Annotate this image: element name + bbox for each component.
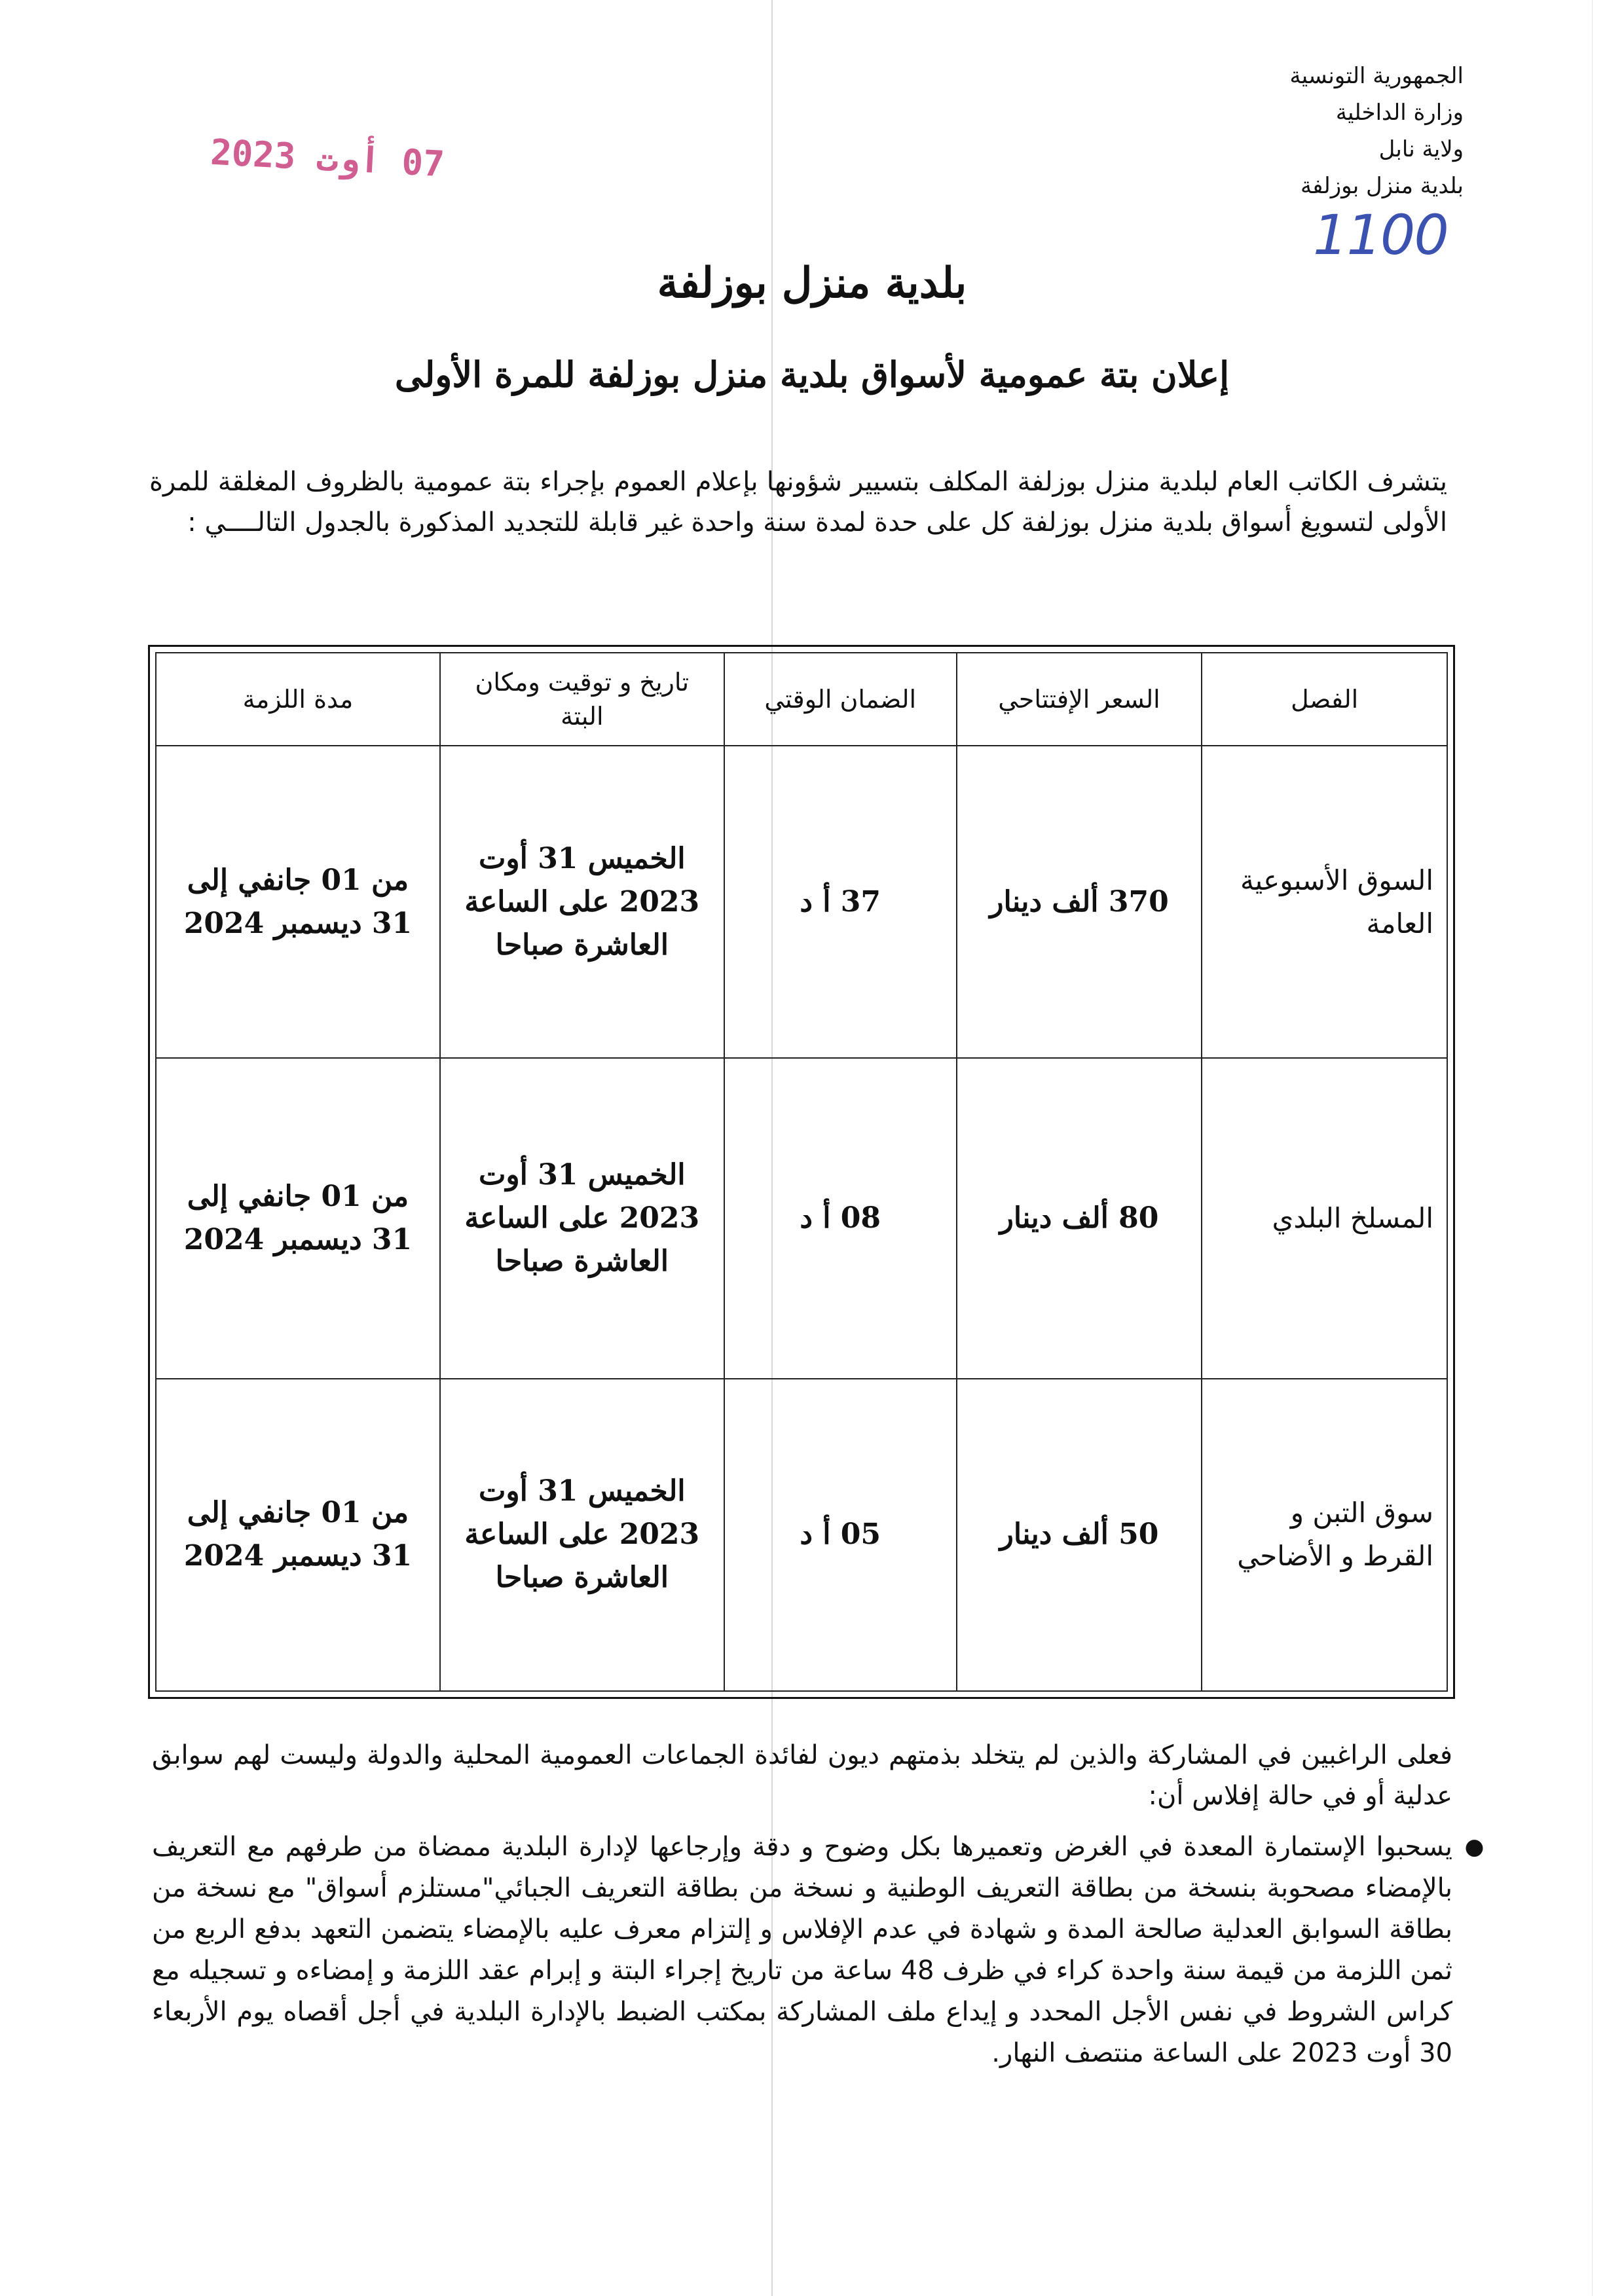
page-title: بلدية منزل بوزلفة	[657, 259, 967, 308]
intro-paragraph: يتشرف الكاتب العام لبلدية منزل بوزلفة المكلف بتسيير شؤونها بإعلام العموم بإجراء بتة عمومية بالظروف المغلقة للمرة الأولى لتسويغ أسواق بلدية منزل بوزلفة كل على حدة لمدة سنة واحدة غير قابلة للتجديد المذكورة بالجدول التالــــي :	[149, 467, 1447, 538]
cell-date-place: الخميس 31 أوت 2023 على الساعة العاشرة صباحا	[440, 746, 724, 1058]
bullet-icon: ●	[1464, 1834, 1485, 1860]
header-opening-price: السعر الإفتتاحي	[957, 653, 1202, 746]
cell-duration: من 01 جانفي إلى 31 ديسمبر 2024	[156, 1058, 440, 1378]
cell-duration: من 01 جانفي إلى 31 ديسمبر 2024	[156, 1379, 440, 1691]
date-stamp: 07 أوت 2023	[209, 131, 446, 185]
table-row	[156, 1058, 1447, 1378]
cell-date-place: الخميس 31 أوت 2023 على الساعة العاشرة صباحا	[440, 1058, 724, 1378]
letterhead-ministry: وزارة الداخلية	[1335, 100, 1464, 126]
cell-section: السوق الأسبوعية العامة	[1202, 746, 1447, 1058]
table-header-row	[156, 653, 1447, 746]
cell-deposit: 05 أ د	[724, 1379, 957, 1691]
letterhead-municipality: بلدية منزل بوزلفة	[1300, 173, 1464, 199]
notice-subtitle: إعلان بتة عمومية لأسواق بلدية منزل بوزلفة للمرة الأولى	[394, 354, 1230, 395]
auction-table-frame	[148, 645, 1455, 1699]
cell-section: المسلخ البلدي	[1202, 1058, 1447, 1378]
auction-table	[155, 652, 1448, 1692]
header-date-place: تاريخ و توقيت ومكان البتة	[440, 653, 724, 746]
table-row	[156, 1379, 1447, 1691]
conditions-text: يسحبوا الإستمارة المعدة في الغرض وتعميرها بكل وضوح و دقة وإرجاعها لإدارة البلدية ممضاة من طرفهم مع التعريف بالإمضاء مصحوبة بنسخة من بطاقة التعريف الوطنية و نسخة من بطاقة التعريف الجبائي"مستلزم أسواق" مع نسخة من بطاقة السوابق العدلية صالحة المدة و شهادة في عدم الإفلاس و إلتزام معرف عليه بالإمضاء يتضمن التعهد بدفع الربع من ثمن اللزمة من قيمة سنة واحدة كراء في ظرف 48 ساعة من تاريخ إجراء البتة و إبرام عقد اللزمة و إمضاءه و تسجيله مع كراس الشروط في نفس الأجل المحدد و إيداع ملف المشاركة بمكتب الضبط بالإدارة البلدية في أجل أقصاه يوم الأربعاء 30 أوت 2023 على الساعة منتصف النهار.	[152, 1832, 1452, 2068]
letterhead-governorate: ولاية نابل	[1378, 136, 1464, 162]
cell-deposit: 37 أ د	[724, 746, 957, 1058]
letterhead-country: الجمهورية التونسية	[1289, 63, 1464, 89]
letterhead	[1189, 58, 1464, 204]
header-duration: مدة اللزمة	[156, 653, 440, 746]
cell-duration: من 01 جانفي إلى 31 ديسمبر 2024	[156, 746, 440, 1058]
header-deposit: الضمان الوقتي	[724, 653, 957, 746]
cell-deposit: 08 أ د	[724, 1058, 957, 1378]
cell-opening-price: 80 ألف دينار	[957, 1058, 1202, 1378]
handwritten-reference-number: 1100	[1313, 203, 1448, 267]
table-row	[156, 746, 1447, 1058]
cell-opening-price: 50 ألف دينار	[957, 1379, 1202, 1691]
paper-edge-line	[1592, 0, 1593, 2296]
cell-section: سوق التبن و القرط و الأضاحي	[1202, 1379, 1447, 1691]
conditions-intro: فعلى الراغبين في المشاركة والذين لم يتخلد بذمتهم ديون لفائدة الجماعات العمومية المحلية والدولة وليست لهم سوابق عدلية أو في حالة إفلاس أن:	[152, 1740, 1452, 1811]
header-section: الفصل	[1202, 653, 1447, 746]
cell-opening-price: 370 ألف دينار	[957, 746, 1202, 1058]
cell-date-place: الخميس 31 أوت 2023 على الساعة العاشرة صباحا	[440, 1379, 724, 1691]
conditions-list-item	[152, 1827, 1496, 2074]
